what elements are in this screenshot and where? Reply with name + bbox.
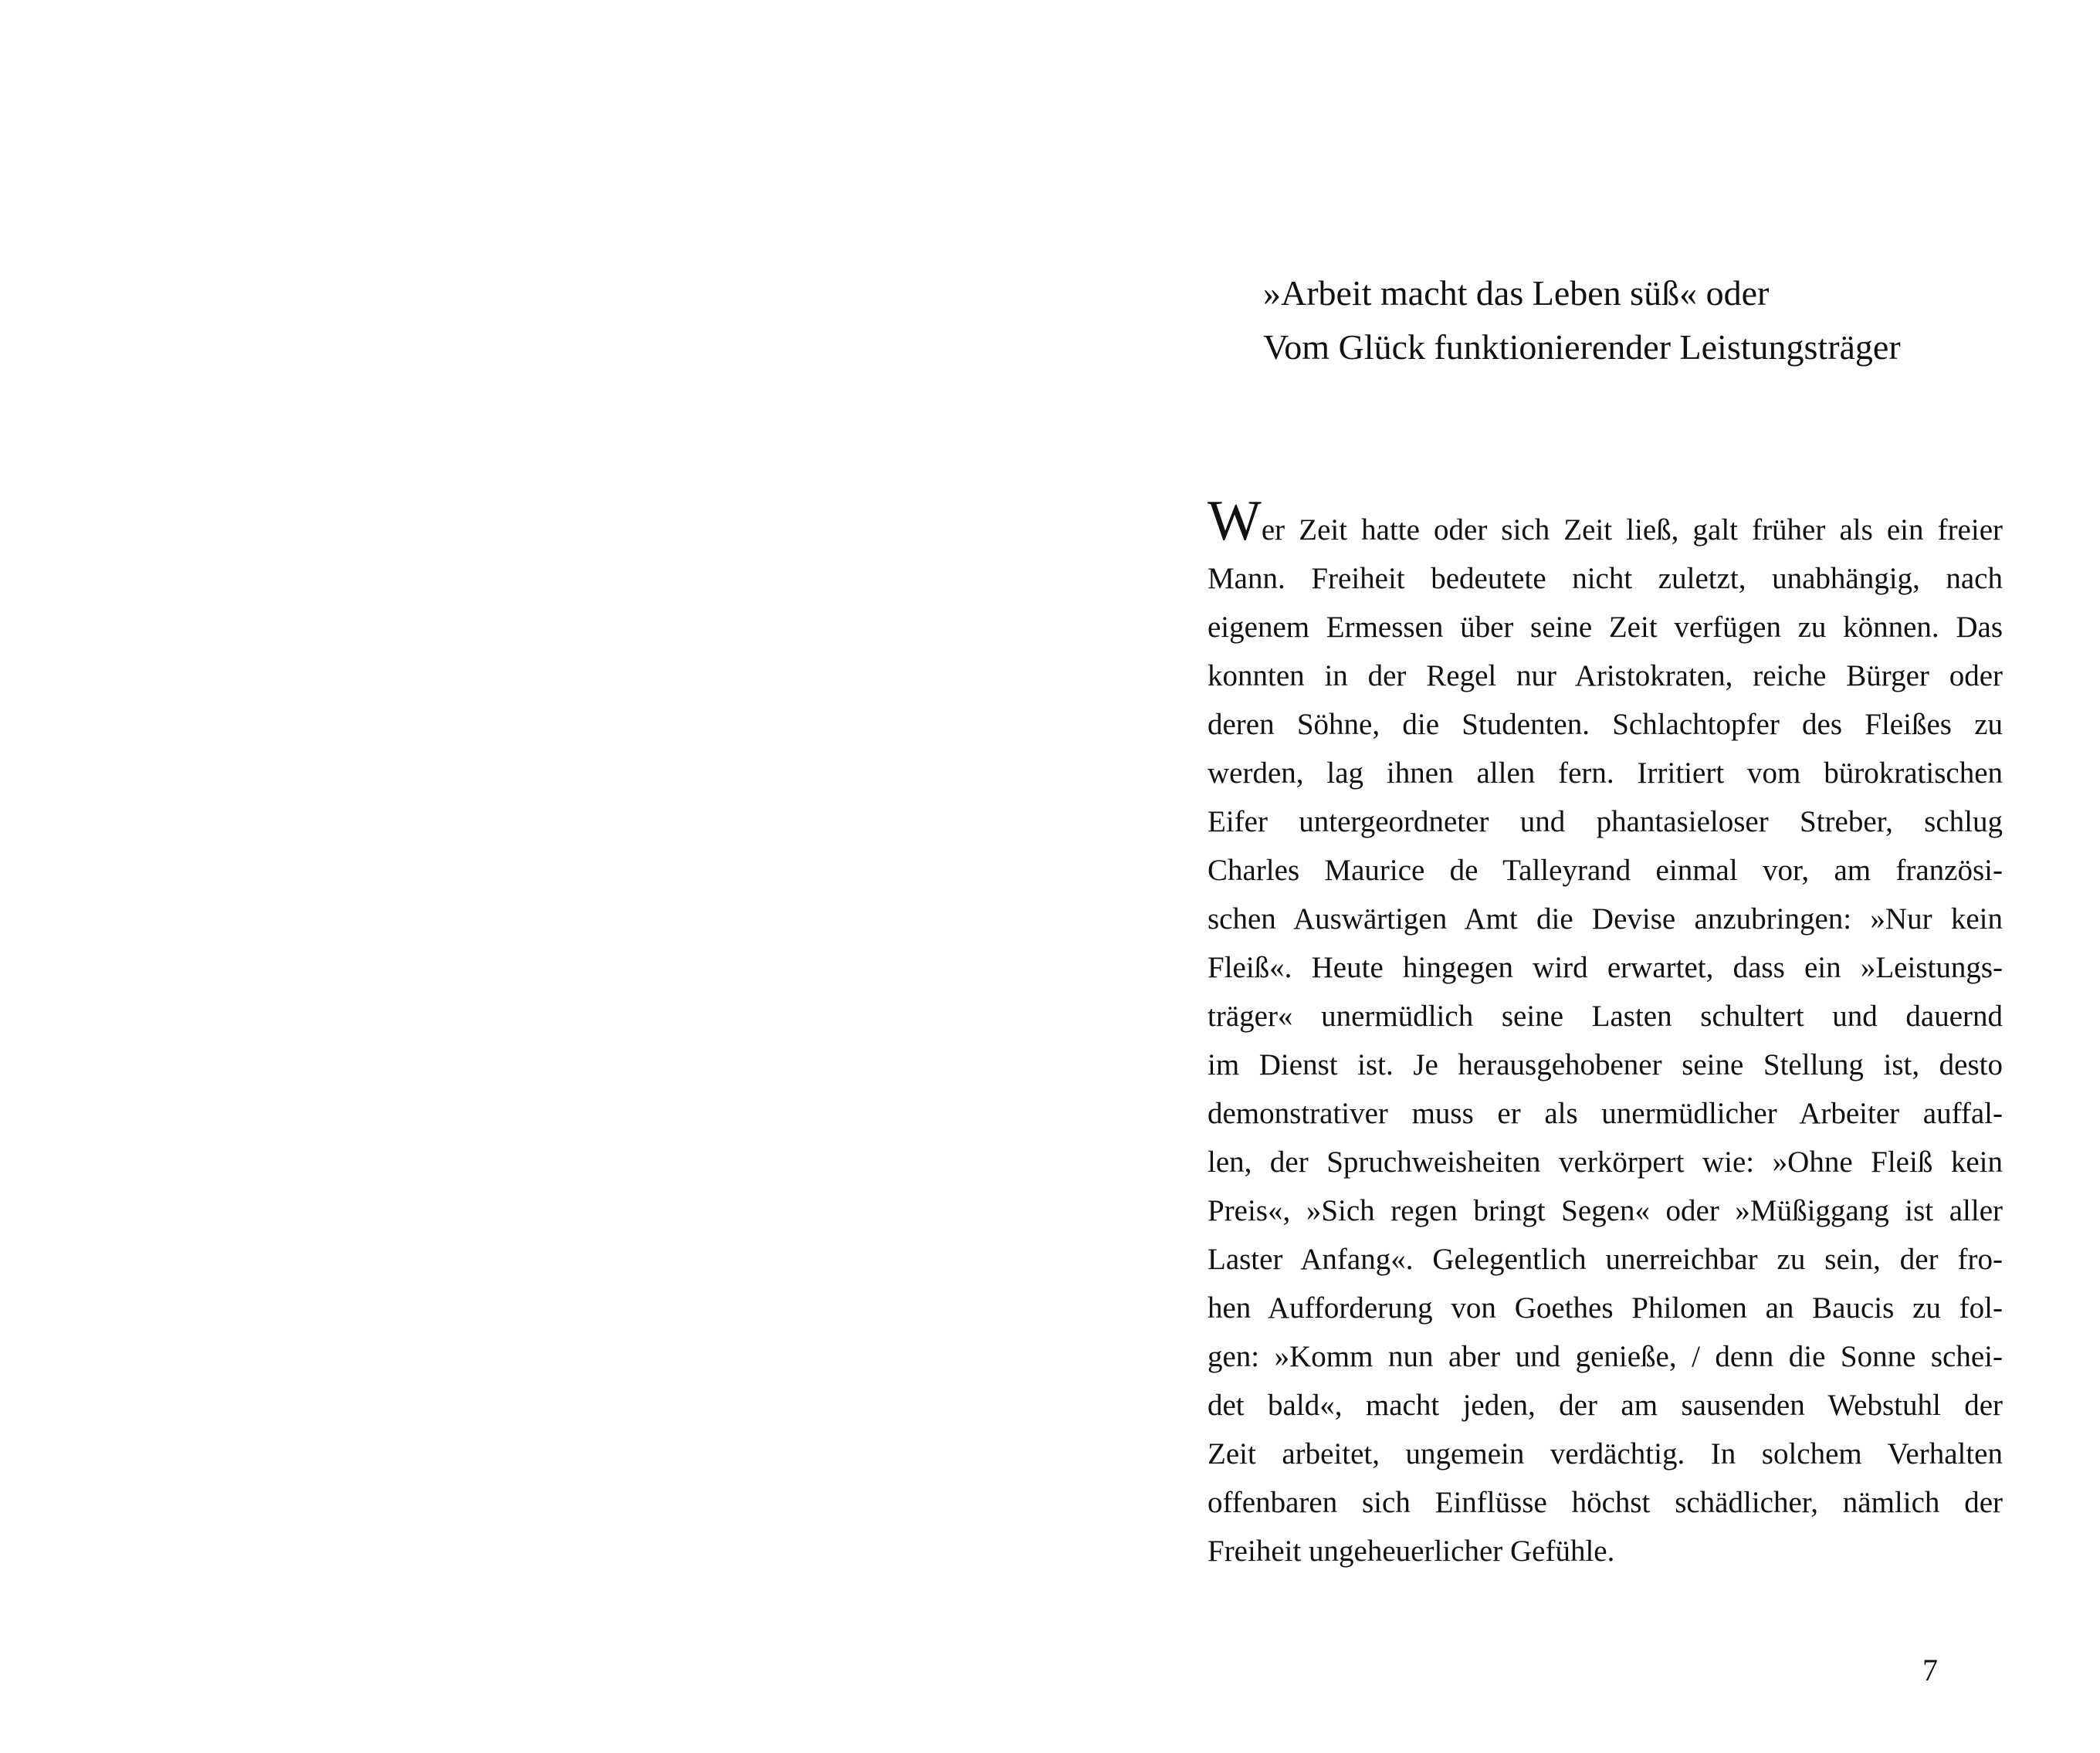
body-line-1-text: er Zeit hatte oder sich Zeit ließ, galt früher als ein freier	[1261, 513, 2003, 547]
body-line-2: Mann. Freiheit bedeutete nicht zuletzt, unabhängig, nach	[1208, 562, 2003, 595]
body-line-8: Charles Maurice de Talleyrand einmal vor, am französi-	[1208, 854, 2003, 887]
body-line-15: Preis«, »Sich regen bringt Segen« oder »Müßiggang ist aller	[1208, 1194, 2003, 1227]
body-line-21: offenbaren sich Einflüsse höchst schädlicher, nämlich der	[1208, 1486, 2003, 1519]
body-line-20: Zeit arbeitet, ungemein verdächtig. In solchem Verhalten	[1208, 1437, 2003, 1470]
page-number: 7	[1922, 1653, 1938, 1687]
body-line-17: hen Aufforderung von Goethes Philomen an Baucis zu fol-	[1208, 1291, 2003, 1325]
body-line-3: eigenem Ermessen über seine Zeit verfügen zu können. Das	[1208, 611, 2003, 644]
body-line-22: Freiheit ungeheuerlicher Gefühle.	[1208, 1535, 1615, 1568]
body-line-19: det bald«, macht jeden, der am sausenden Webstuhl der	[1208, 1389, 2003, 1422]
chapter-title-line-1: »Arbeit macht das Leben süß« oder	[1263, 273, 1770, 313]
chapter-title-line-2: Vom Glück funktionierender Leistungsträger	[1263, 327, 1901, 367]
body-line-18: gen: »Komm nun aber und genieße, / denn die Sonne schei-	[1208, 1340, 2003, 1373]
body-line-10: Fleiß«. Heute hingegen wird erwartet, dass ein »Leistungs-	[1208, 951, 2003, 984]
body-line-4: konnten in der Regel nur Aristokraten, reiche Bürger oder	[1208, 659, 2003, 692]
body-line-14: len, der Spruchweisheiten verkörpert wie: »Ohne Fleiß kein	[1208, 1146, 2003, 1179]
body-line-12: im Dienst ist. Je herausgehobener seine Stellung ist, desto	[1208, 1048, 2003, 1081]
drop-initial: W	[1208, 489, 1262, 553]
body-line-7: Eifer untergeordneter und phantasieloser Streber, schlug	[1208, 805, 2003, 838]
body-paragraph	[1208, 489, 2003, 1575]
body-line-11: träger« unermüdlich seine Lasten schultert und dauernd	[1208, 1000, 2003, 1033]
body-line-1	[1208, 489, 2003, 554]
chapter-title	[1263, 266, 2035, 374]
body-line-16: Laster Anfang«. Gelegentlich unerreichbar zu sein, der fro-	[1208, 1243, 2003, 1276]
body-line-13: demonstrativer muss er als unermüdlicher Arbeiter auffal-	[1208, 1097, 2003, 1130]
body-line-9: schen Auswärtigen Amt die Devise anzubringen: »Nur kein	[1208, 902, 2003, 936]
body-line-6: werden, lag ihnen allen fern. Irritiert vom bürokratischen	[1208, 756, 2003, 790]
body-line-5: deren Söhne, die Studenten. Schlachtopfer des Fleißes zu	[1208, 708, 2003, 741]
